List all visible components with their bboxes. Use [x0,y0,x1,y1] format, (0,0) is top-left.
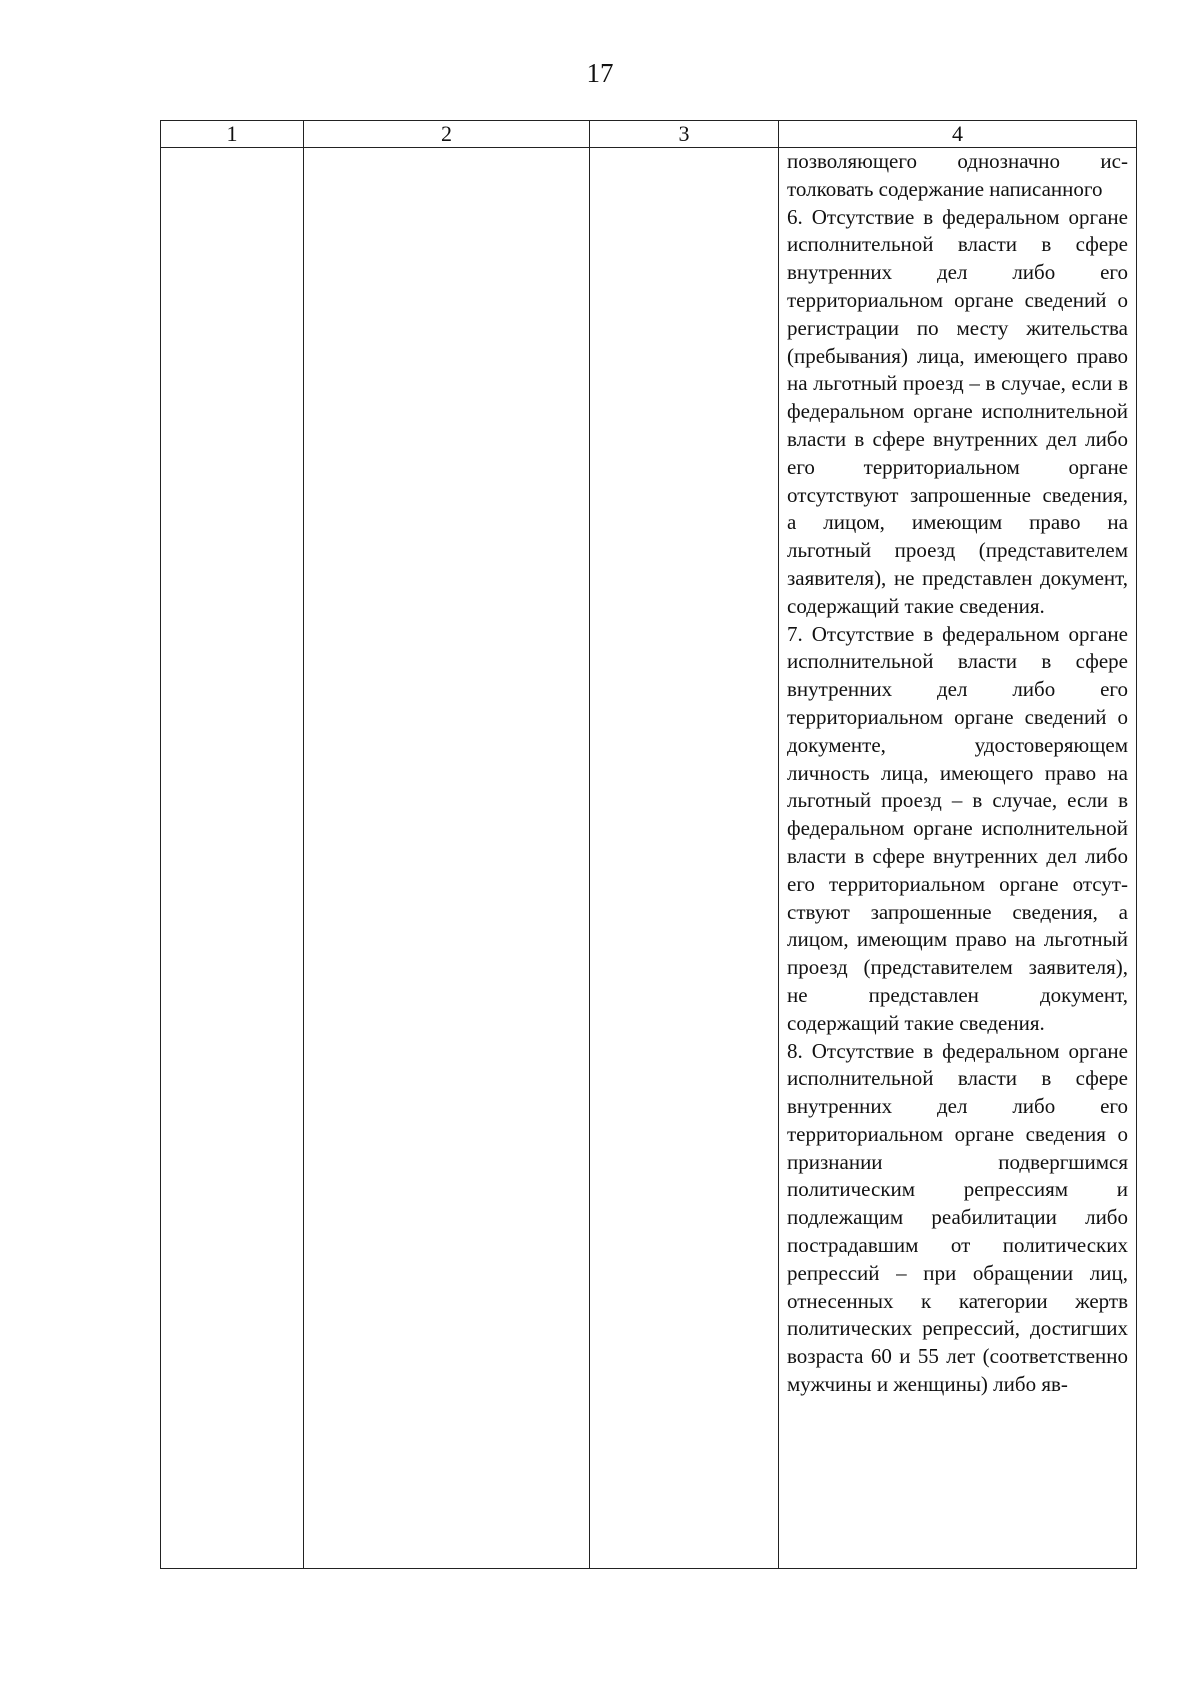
cell-col-1 [161,148,304,1569]
column-header-2: 2 [304,121,590,148]
cell-col-4 [779,148,1137,1569]
paragraph-item-7: 7. Отсутствие в федеральном органе исполнительной власти в сфере внутренних дел либо его территориальном органе сведений о документе, удостоверяющем личность лица, имеющего право на льготный проезд – в случае, если в федеральном органе исполнительной власти в сфере внутренних дел либо его территориальном органе отсутствуют запрошенные сведения, а лицом, имеющим право на льготный проезд (представителем заявителя), не представлен документ, содержащий такие сведения. [787,621,1128,1035]
cell-col-2 [304,148,590,1569]
paragraph-item-6: 6. Отсутствие в федеральном органе исполнительной власти в сфере внутренних дел либо его территориальном органе сведений о регистрации по месту жительства (пребывания) лица, имеющего право на льготный проезд – в случае, если в федеральном органе исполнительной власти в сфере внутренних дел либо его территориальном органе отсутствуют запрошенные сведения, а лицом, имеющим право на льготный проезд (представителем заявителя), не представлен документ, содержащий такие сведения. [787,204,1128,618]
paragraph-item-8: 8. Отсутствие в федеральном органе исполнительной власти в сфере внутренних дел либо его территориальном органе сведения о признании подвергшимся политическим репрессиям и подлежащим реабилитации либо пострадавшим от политических репрессий – при обращении лиц, отнесенных к категории жертв политических репрессий, достигших возраста 60 и 55 лет (соответственно мужчины и женщины) либо яв- [787,1038,1128,1397]
column-header-3: 3 [590,121,779,148]
cell-col-4-text [779,148,1136,1399]
page-number: 17 [586,58,614,88]
paragraph-continuation: позволяющего однозначно истолковать содержание написанного [787,149,1128,201]
column-header-4: 4 [779,121,1137,148]
cell-col-3 [590,148,779,1569]
table-row [161,148,1137,1569]
column-header-1: 1 [161,121,304,148]
document-table [160,120,1137,1569]
table-header-row [161,121,1137,148]
